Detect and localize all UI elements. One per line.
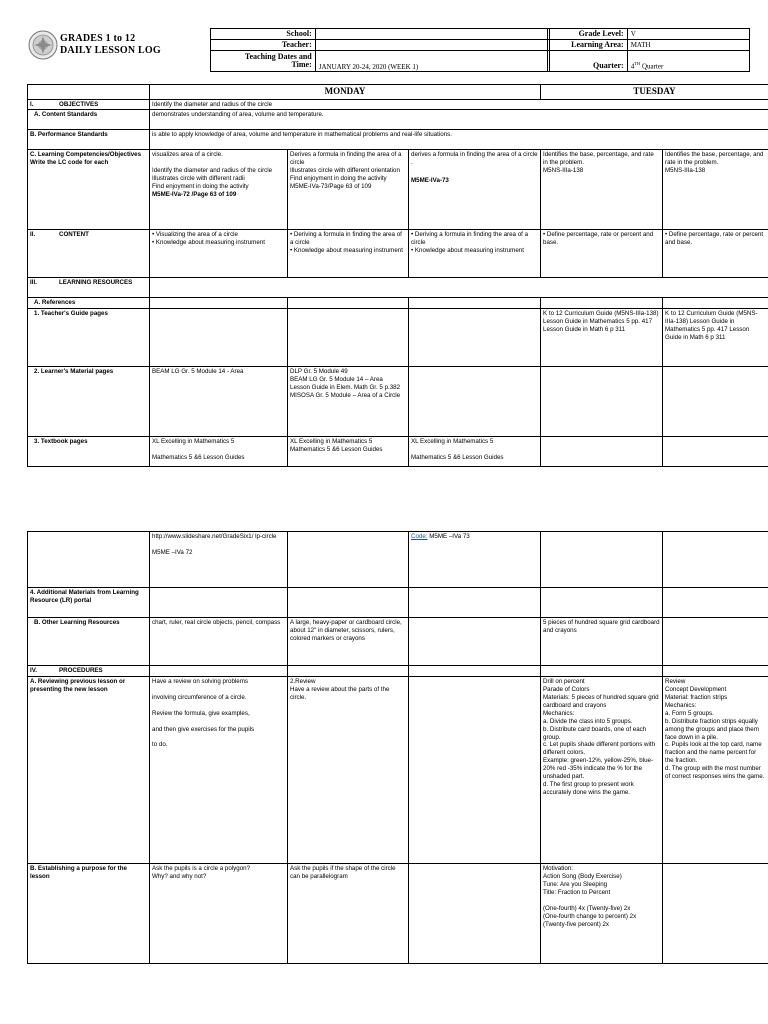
learning-resources-blank	[150, 278, 768, 298]
reviewing-label: A. Reviewing previous lesson or presenting the new lesson	[28, 676, 150, 863]
competencies-tuesday-col2: Identifies the base, percentage, and rate in the problem. M5NS-IIIa-138	[663, 150, 768, 230]
learners-material-c5	[663, 367, 768, 437]
learning-resources-label	[28, 278, 150, 298]
competencies-monday-col1	[150, 150, 288, 230]
content-monday-col2: • Deriving a formula in finding the area of a circle • Knowledge about measuring instrument	[288, 230, 409, 278]
additional-c2	[288, 588, 409, 618]
other-resources-c3	[409, 618, 541, 666]
references-c1	[150, 298, 288, 309]
reviewing-c2: 2.Review Have a review about the parts of the circle.	[288, 676, 409, 863]
learning-resources-number: III.	[30, 279, 37, 287]
teachers-guide-c2	[288, 309, 409, 367]
learners-material-c1: BEAM LG Gr. 5 Module 14 - Area	[150, 367, 288, 437]
links-c2	[288, 532, 409, 588]
header-school-info	[210, 28, 550, 72]
reviewing-c1: Have a review on solving problems involving circumference of a circle. Review the formula, give examples, and then give exercises for the pupils to do.	[150, 676, 288, 863]
references-c4	[541, 298, 663, 309]
quarter-number: 4	[630, 62, 635, 71]
learning-resources-title: LEARNING RESOURCES	[59, 279, 133, 287]
teachers-guide-c3	[409, 309, 541, 367]
content-title: CONTENT	[59, 231, 89, 239]
other-resources-c2: A large, heavy-paper or cardboard circle, about 12" in diameter, scissors, rulers, colored markers or crayons	[288, 618, 409, 666]
content-monday-col3: • Deriving a formula in finding the area of a circle • Knowledge about measuring instrument	[409, 230, 541, 278]
additional-c4	[541, 588, 663, 618]
teachers-guide-c1	[150, 309, 288, 367]
content-monday-col1: • Visualizing the area of a circle • Knowledge about measuring instrument	[150, 230, 288, 278]
competencies-c3-code: M5ME-IVa-73	[411, 177, 449, 185]
deped-seal-logo	[28, 30, 58, 60]
content-standards-text: demonstrates understanding of area, volume and temperature.	[150, 110, 768, 130]
procedures-c1	[150, 666, 288, 677]
procedures-number: IV.	[30, 667, 37, 674]
purpose-label: B. Establishing a purpose for the lesson	[28, 863, 150, 963]
teacher-field[interactable]	[315, 40, 549, 51]
day-header-tuesday: TUESDAY	[541, 85, 768, 100]
quarter-suffix: TH	[634, 61, 641, 67]
competencies-monday-col2: Derives a formula in finding the area of a circle Illustrates circle with different orientation Find enjoyment in doing the activity M5ME-IVa-73/Page 63 of 109	[288, 150, 409, 230]
reviewing-c3	[409, 676, 541, 863]
purpose-c3	[409, 863, 541, 963]
procedures-c2	[288, 666, 409, 677]
content-number: II.	[30, 231, 36, 239]
textbook-c5	[663, 437, 768, 467]
content-tuesday-col2: • Define percentage, rate or percent and base.	[663, 230, 768, 278]
other-resources-c4: 5 pieces of hundred square grid cardboard and crayons	[541, 618, 663, 666]
competencies-c1-text: visualizes area of a circle. Identify the diameter and radius of the circle Illustrates circle with different radii Find enjoyment in doing the activity	[152, 151, 273, 191]
day-header-monday: MONDAY	[150, 85, 541, 100]
teachers-guide-c4: K to 12 Curriculum Guide (M5NS-IIIa-138) Lesson Guide in Mathematics 5 pp. 417 Lesson Guide in Math 6 p 311	[541, 309, 663, 367]
textbook-c4	[541, 437, 663, 467]
additional-materials-label: 4. Additional Materials from Learning Resource (LR) portal	[28, 588, 150, 618]
other-resources-label: B. Other Learning Resources	[28, 618, 150, 666]
code-link[interactable]: Code:	[411, 533, 428, 540]
purpose-c2: Ask the pupils if the shape of the circle can be parallelogram	[288, 863, 409, 963]
learning-area-field[interactable]: MATH	[627, 40, 749, 51]
content-label	[28, 230, 150, 278]
learners-material-c4	[541, 367, 663, 437]
competencies-tuesday-col1: Identifies the base, percentage, and rate in the problem. M5NS-IIIa-138	[541, 150, 663, 230]
references-c3	[409, 298, 541, 309]
teachers-guide-c5: K to 12 Curriculum Guide (M5NS-IIIa-138) Lesson Guide in Mathematics 5 pp. 417 Lesson Guide in Math 6 p 311	[663, 309, 768, 367]
procedures-c5	[663, 666, 768, 677]
objectives-text: Identify the diameter and radius of the circle	[150, 99, 768, 110]
learning-area-label: Learning Area:	[548, 40, 628, 51]
purpose-c4: Motivation: Action Song (Body Exercise) Tune: Are you Sleeping Title: Fraction to Percent (One-fourth) 4x (Twenty-five) 2x (One-fourth change to percent) 2x (Twenty-five percent) 2x	[541, 863, 663, 963]
slideshare-link[interactable]: http://www.slideshare.net/GradeSix1/ lp-circle M5ME –IVa 72	[150, 532, 288, 588]
procedures-title: PROCEDURES	[59, 667, 103, 674]
quarter-word: Quarter	[640, 62, 664, 71]
objectives-number: I.	[30, 100, 34, 108]
competencies-c3-text: derives a formula in finding the area of a circle .	[411, 151, 538, 167]
lesson-log-table-page2	[27, 531, 768, 964]
teaching-dates-label	[211, 51, 316, 72]
title-grades: GRADES 1 to 12	[60, 33, 136, 44]
competencies-c1-code: M5ME-IVa-72 /Page 63 of 109	[152, 191, 237, 199]
teaching-dates-field[interactable]: JANUARY 20-24, 2020 (WEEK 1)	[315, 51, 549, 72]
learners-material-c3	[409, 367, 541, 437]
quarter-label: Quarter:	[548, 51, 628, 72]
references-label: A. References	[28, 298, 150, 309]
textbook-c2: XL Excelling in Mathematics 5 Mathematics 5 &6 Lesson Guides	[288, 437, 409, 467]
teaching-dates-label-line1: Teaching Dates and	[244, 51, 312, 61]
procedures-c3	[409, 666, 541, 677]
day-header-blank	[28, 85, 150, 100]
procedures-label	[28, 666, 150, 677]
learners-material-label: 2. Learner's Material pages	[28, 367, 150, 437]
school-label: School:	[211, 29, 316, 40]
quarter-field[interactable]	[627, 51, 749, 72]
header-grade-info	[547, 28, 750, 72]
performance-standards-label: B. Performance Standards	[28, 130, 150, 150]
other-resources-c1: chart, ruler, real circle objects, pencil, compass	[150, 618, 288, 666]
code-value: M5ME –IVa 73	[427, 533, 470, 540]
teacher-label: Teacher:	[211, 40, 316, 51]
competencies-label: C. Learning Competencies/Objectives Write the LC code for each	[28, 150, 150, 230]
lesson-log-table-page1	[27, 84, 768, 467]
objectives-title: OBJECTIVES	[59, 100, 99, 108]
teachers-guide-label: 1. Teacher's Guide pages	[28, 309, 150, 367]
reviewing-c4: Drill on percent Parade of Colors Materials: 5 pieces of hundred square grid cardboard and crayons Mechanics: a. Divide the class into 5 groups. b. Distribute card boards, one of each group. c. Let pupils shade different portions with different colors. Example: green-12%, yellow-25%, blue- 20% red -35% indicate the % for the unshaded part. d. The first group to present work accurately done wins the game.	[541, 676, 663, 863]
links-label-blank	[28, 532, 150, 588]
textbook-c1: XL Excelling in Mathematics 5 Mathematics 5 &6 Lesson Guides	[150, 437, 288, 467]
learners-material-c2: DLP Gr. 5 Module 49 BEAM LG Gr. 5 Module 14 – Area Lesson Guide in Elem. Math Gr. 5 p.382 MISOSA Gr. 5 Module – Area of a Circle	[288, 367, 409, 437]
additional-c3	[409, 588, 541, 618]
content-standards-label: A. Content Standards	[28, 110, 150, 130]
additional-c5	[663, 588, 768, 618]
references-c2	[288, 298, 409, 309]
performance-standards-text: is able to apply knowledge of area, volume and temperature in mathematical problems and real-life situations.	[150, 130, 768, 150]
objectives-label	[28, 99, 150, 110]
purpose-c5	[663, 863, 768, 963]
links-c3	[409, 532, 541, 588]
other-resources-c5	[663, 618, 768, 666]
competencies-monday-col3	[409, 150, 541, 230]
links-c4	[541, 532, 663, 588]
title-daily-lesson-log: DAILY LESSON LOG	[60, 45, 161, 56]
reviewing-c5: Review Concept Development Material: fraction strips Mechanics: a. Form 5 groups. b. Distribute fraction strips equally among the groups and place them face down in a pile. c. Pupils look at the top card, name fraction and the name percent for the fraction. d. The group with the most number of correct responses wins the game.	[663, 676, 768, 863]
school-field[interactable]	[315, 29, 549, 40]
links-c5	[663, 532, 768, 588]
grade-level-field[interactable]: V	[627, 29, 749, 40]
additional-c1	[150, 588, 288, 618]
textbook-c3: XL Excelling in Mathematics 5 Mathematics 5 &6 Lesson Guides	[409, 437, 541, 467]
references-c5	[663, 298, 768, 309]
content-tuesday-col1: • Define percentage, rate or percent and base.	[541, 230, 663, 278]
purpose-c1: Ask the pupils is a circle a polygon? Why? and why not?	[150, 863, 288, 963]
procedures-c4	[541, 666, 663, 677]
grade-level-label: Grade Level:	[548, 29, 628, 40]
teaching-dates-label-line2: Time:	[291, 60, 312, 70]
textbook-pages-label: 3. Textbook pages	[28, 437, 150, 467]
